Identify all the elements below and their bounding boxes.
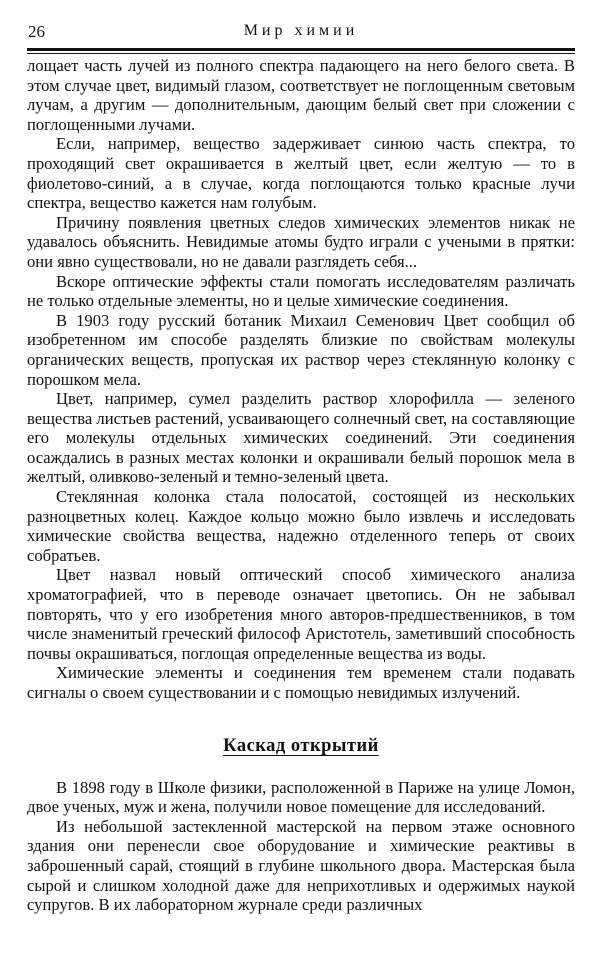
running-title: Мир химии [243,22,359,39]
paragraph: Вскоре оптические эффекты стали помогать исследователям различать не только отдельные элементы, но и целые химические соединения. [27,271,575,311]
header-rule-thin [27,53,575,54]
paragraph: Цвет назвал новый оптический способ химического анализа хроматографией, что в переводе означает цветопись. Он не забывал повторять, что у его изобретения много авторов-предшественников, в том числе знаменитый греческий философ Аристотель, заметивший способность почвы окрашиваться, поглощая определенные вещества из воды. [27,565,575,663]
paragraph: Стеклянная колонка стала полосатой, состоящей из нескольких разноцветных колец. Каждое кольцо можно было извлечь и исследовать химические свойства вещества, надежно отделенного теперь от своих собратьев. [27,487,575,565]
page-number: 26 [28,22,45,41]
paragraph: Из небольшой застекленной мастерской на первом этаже основного здания они перенесли свое оборудование и химические реактивы в заброшенный сарай, стоящий в глубине школьного двора. Мастерская была сырой и слишком холодной даже для неприхотливых и одержимых наукой супругов. В их лабораторном журнале среди различных [27,816,575,915]
section-heading [27,734,575,759]
body-text [27,56,575,915]
running-head [27,20,575,46]
paragraph: В 1898 году в Школе физики, расположенной в Париже на улице Ломон, двое ученых, муж и жена, получили новое помещение для исследований. [27,777,575,817]
paragraph: лощает часть лучей из полного спектра падающего на него белого света. В этом случае цвет, видимый глазом, соответствует не поглощенным световым лучам, а другим — дополнительным, дающим белый свет при сложении с поглощенными лучами. [27,56,575,134]
section-title: Каскад открытий [223,735,379,756]
paragraph: В 1903 году русский ботаник Михаил Семенович Цвет сообщил об изобретенном им способе разделять близкие по свойствам молекулы органических веществ, пропуская их раствор через стеклянную колонку с порошком мела. [27,310,575,389]
paragraph: Цвет, например, сумел разделить раствор хлорофилла — зеленого вещества листьев растений, усваивающего солнечный свет, на составляющие его молекулы отдельных химических соединений. Эти соединения осаждались в разных местах колонки и окрашивали белый порошок мела в желтый, оливково-зеленый и темно-зеленый цвета. [27,389,575,487]
paragraph: Причину появления цветных следов химических элементов никак не удавалось объяснить. Невидимые атомы будто играли с учеными в прятки: они явно существовали, но не давали разглядеть себя... [27,212,575,271]
book-page [27,20,575,915]
header-rule-thick [27,48,575,51]
paragraph: Если, например, вещество задерживает синюю часть спектра, то проходящий свет окрашивается в желтый цвет, если желтую — то в фиолетово-синий, а в случае, когда поглощаются только красные лучи спектра, вещество кажется нам голубым. [27,134,575,213]
paragraph: Химические элементы и соединения тем временем стали подавать сигналы о своем существовании и с помощью невидимых излучений. [27,663,575,702]
